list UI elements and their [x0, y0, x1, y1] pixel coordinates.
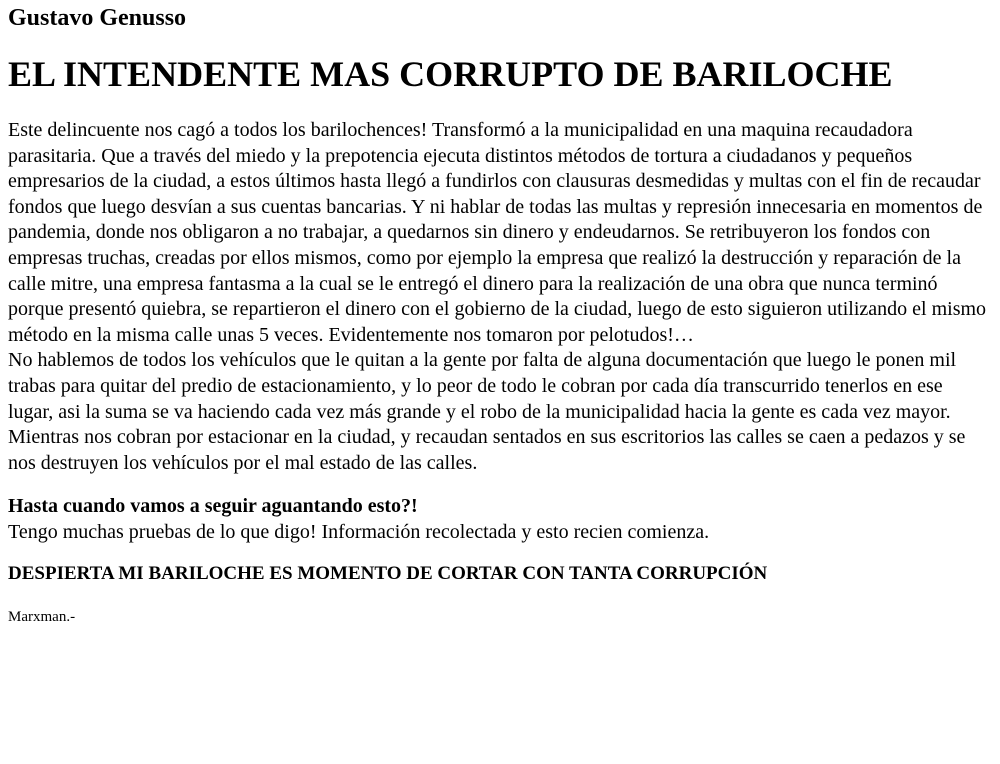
- call-to-action: DESPIERTA MI BARILOCHE ES MOMENTO DE CORTAR CON TANTA CORRUPCIÓN: [8, 562, 768, 584]
- evidence-line: Tengo muchas pruebas de lo que digo! Información recolectada y esto recien comienza.: [8, 520, 710, 543]
- question-block: [8, 494, 992, 545]
- article-paragraph: Este delincuente nos cagó a todos los barilochences! Transformó a la municipalidad en una maquina recaudadora parasitaria. Que a través del miedo y la prepotencia ejecuta distintos métodos de tortura a ciudadanos y pequeños empresarios de la ciudad, a estos últimos hasta llegó a fundirlos con clausuras desmedidas y multas con el fin de recaudar fondos que luego desvían a sus cuentas bancarias. Y ni hablar de todas las multas y represión innecesaria en momentos de pandemia, donde nos obligaron a no trabajar, a quedarnos sin dinero y endeudarnos. Se retribuyeron los fondos con empresas truchas, creadas por ellos mismos, como por ejemplo la empresa que realizó la destrucción y reparación de la calle mitre, una empresa fantasma a la cual se le entregó el dinero para la realización de una obra que nunca terminó porque presentó quiebra, se repartieron el dinero con el gobierno de la ciudad, luego de esto siguieron utilizando el mismo método en la misma calle unas 5 veces. Evidentemente nos tomaron por pelotudos!…: [8, 119, 987, 346]
- site-name: Gustavo Genusso: [8, 5, 187, 31]
- article-paragraph: No hablemos de todos los vehículos que le quitan a la gente por falta de alguna documentación que luego le ponen mil trabas para quitar del predio de estacionamiento, y lo peor de todo le cobran por cada día transcurrido tenerlos en ese lugar, asi la suma se va haciendo cada vez más grande y el robo de la municipalidad hacia la gente es cada vez mayor.: [8, 349, 957, 423]
- article-paragraph: Mientras nos cobran por estacionar en la ciudad, y recaudan sentados en sus escritorios las calles se caen a pedazos y se nos destruyen los vehículos por el mal estado de las calles.: [8, 426, 966, 474]
- signature: Marxman.-: [8, 608, 76, 625]
- question-line: Hasta cuando vamos a seguir aguantando esto?!: [8, 495, 418, 518]
- article-headline: EL INTENDENTE MAS CORRUPTO DE BARILOCHE: [8, 54, 893, 94]
- page: [0, 4, 1000, 626]
- article-body: [8, 118, 992, 476]
